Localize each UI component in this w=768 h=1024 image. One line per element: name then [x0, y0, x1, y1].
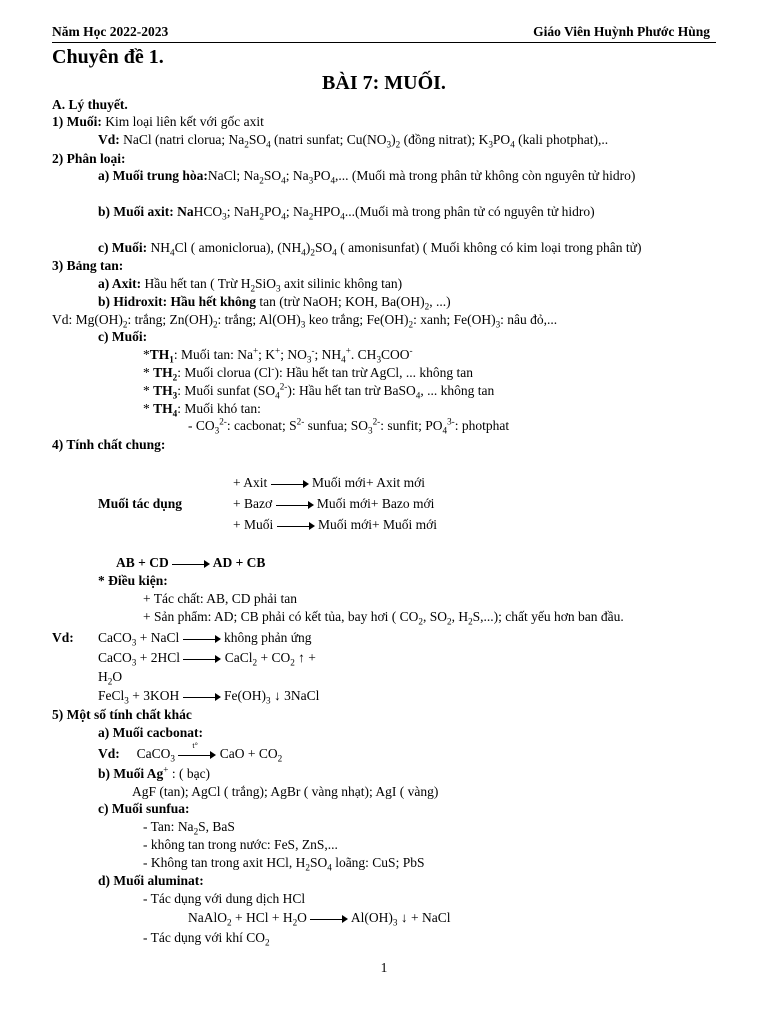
s5b-line: b) Muối Ag+ : ( bạc): [98, 764, 211, 781]
s5b-label: b) Muối Ag: [98, 766, 164, 781]
s3a-line: a) Axit: Hầu hết tan ( Trừ $H_2SiO_3$ axit silinic không tan): [98, 276, 403, 294]
reaction-base: [233, 496, 434, 512]
r1-left: + Axit: [233, 475, 268, 490]
s2a-line: a) Muối trung hòa:NaCl; $Na_2SO_4$; $Na_3PO_4$,... (Muối mà trong phân tử không còn nguyên tử hidro): [98, 168, 636, 186]
example-2-cont: $H_2O$: [98, 669, 123, 687]
s5b-text: AgF (tan); AgCl ( trắng); AgBr ( vàng nhạt); AgI ( vàng): [132, 784, 439, 799]
th3-end: , ... không tan: [420, 383, 495, 398]
dk2: + Sản phẩm: AD; CB phải có kết tủa, bay hơi ( $CO_2$, $SO_2$, $H_2S$,...); chất yếu hơn ban đầu.: [143, 609, 624, 627]
s5a-vd: Vd:: [98, 746, 120, 761]
s3-vd: Vd:: [52, 312, 73, 327]
r2-left: + Bazơ: [233, 496, 273, 511]
s2-label: 2) Phân loại:: [52, 151, 126, 166]
t0-label: t°: [192, 740, 198, 750]
th4-list-a: cacbonat; S: [234, 418, 297, 433]
th2-tail: : Hầu hết tan trừ AgCl, ... không tan: [278, 365, 473, 380]
s5d-2: - Tác dụng với khí $CO_2$: [143, 930, 270, 948]
th3-text: : Muối sunfat: [177, 383, 250, 398]
th3-tail: : Hầu hết tan trừ BaSO: [291, 383, 416, 398]
aluminate-equation: NaAlO$_2$ + HCl + $H_2O$ $Al(OH)_3$ ↓ + NaCl: [188, 910, 451, 928]
arrow-icon: [276, 500, 314, 510]
s1-vd: Vd:: [98, 132, 120, 147]
s3b-label: b) Hidroxit:: [98, 294, 168, 309]
section-a: A. Lý thuyết.: [52, 97, 128, 112]
s3a-label: a) Axit:: [98, 276, 142, 291]
s2b-note: (Muối mà trong phân tử có nguyên tử hidro): [355, 204, 595, 219]
s3c-label: c) Muối:: [98, 329, 148, 344]
c3-tail: loãng: CuS; PbS: [335, 855, 425, 870]
heat-arrow-icon: [178, 740, 216, 760]
s1-example: Vd: NaCl (natri clorua; $Na_2SO_4$ (natri sunfat; $Cu(NO_3)_2$ (đồng nitrat); $K_3PO_4$ (kali photphat),..: [98, 132, 609, 150]
s2c-label: c) Muối:: [98, 240, 148, 255]
dk2-a: + Sản phẩm: AD; CB phải có kết tủa, bay hơi (: [143, 609, 397, 624]
th4-list: - $CO_3^{2-}$: cacbonat; $S^{2-}$ sunfua; $SO_3^{2-}$: sunfit; $PO_4^{3-}$: photphat: [188, 416, 510, 436]
example-1: CaCO$_3$ + NaCl không phản ứng: [98, 630, 312, 648]
arrow-icon: [310, 914, 348, 924]
th4-list-c: : sunfit; PO: [380, 418, 443, 433]
s1-line: [52, 114, 264, 130]
general-equation: [116, 555, 265, 571]
s3a-text2: axit silinic không tan): [284, 276, 403, 291]
s5c-2: - không tan trong nước: FeS, ZnS,...: [143, 837, 338, 852]
s5d-1: - Tác dụng với dung dịch HCl: [143, 891, 306, 906]
c1: - Tan:: [143, 819, 175, 834]
s2b-line: b) Muối axit: NaHCO$_3$; $NaH_2PO_4$; $Na_2HPO_4...(Muối$ mà trong phân tử có nguyên tử hidro): [98, 204, 595, 222]
eq-left: AB + CD: [116, 555, 169, 570]
s2c-line: c) Muối: $NH_4Cl$ ( amoniclorua), $(NH_4)_2SO_4$ ( amonisunfat) ( Muối không có kim loại trong phân tử): [98, 240, 642, 258]
reaction-salt: [233, 517, 437, 533]
header-teacher: Giáo Viên Huỳnh Phước Hùng: [533, 24, 710, 39]
s5a-label: a) Muối cacbonat:: [98, 725, 203, 740]
s3-vd-line: Vd: $Mg(OH)_2$: trắng; $Zn(OH)_2$: trắng; $Al(OH)_3$ keo trắng; $Fe(OH)_2$: xanh; $Fe(OH)_3$: nâu đỏ,...: [52, 312, 558, 330]
header-year: Năm Học 2022-2023: [52, 24, 169, 39]
dieu-kien: * Điều kiện:: [98, 573, 168, 588]
s1-label: 1) Muối:: [52, 114, 102, 129]
s3-label: 3) Bảng tan:: [52, 258, 124, 273]
s5a-example: Vd: CaCO$_3$ t° CaO + $CO_2$: [98, 740, 283, 764]
th1-line: $*TH_1$: Muối tan: Na+; K+; $NO_3^-$; $NH_4^+$. $CH_3COO^-$: [143, 345, 413, 365]
s5c-1: - Tan: $Na_2S$, BaS: [143, 819, 235, 837]
s3b-bold: Hầu hết không: [170, 294, 257, 309]
header-rule: [52, 42, 716, 43]
arrow-icon: [277, 521, 315, 531]
s5b-tail: : ( bạc): [168, 766, 211, 781]
th2-line: * $TH_2$: Muối clorua (Cl-): Hầu hết tan trừ AgCl, ... không tan: [143, 363, 473, 383]
s2b-label: b) Muối axit:: [98, 204, 174, 219]
th4-list-b: sunfua; SO: [307, 418, 368, 433]
arrow-icon: [271, 479, 309, 489]
s3b-line: b) Hidroxit: Hầu hết không tan (trừ NaOH; KOH, $Ba(OH)_2$, ...): [98, 294, 451, 312]
r1-right: Muối mới+ Axit mới: [312, 475, 426, 490]
arrow-icon: [183, 634, 221, 644]
s5d-label: d) Muối aluminat:: [98, 873, 204, 888]
reaction-acid: [233, 475, 425, 491]
s5-label: 5) Một số tính chất khác: [52, 707, 192, 722]
s2a-note: (Muối mà trong phân tử không còn nguyên tử hidro): [351, 168, 636, 183]
topic-heading: Chuyên đề 1.: [52, 46, 164, 68]
s4-label: 4) Tính chất chung:: [52, 437, 166, 452]
s2c-note: ( Muối không có kim loại trong phân tử): [422, 240, 642, 255]
s1-def: Kim loại liên kết với gốc axit: [101, 114, 264, 129]
s3b-text: tan (trừ NaOH; KOH,: [259, 294, 378, 309]
example-2: CaCO$_3$ + 2HCl CaCl$_2$ + $CO_2$ ↑ +: [98, 650, 316, 668]
r2-right: Muối mới+ Bazo mới: [316, 496, 435, 511]
arrow-icon: [172, 559, 210, 569]
r3-right: Muối mới+ Muối mới: [318, 517, 438, 532]
c3: - Không tan trong axit HCl,: [143, 855, 293, 870]
d2: - Tác dụng với khí: [143, 930, 243, 945]
ex1-right: không phản ứng: [223, 630, 312, 645]
muoi-tac-dung: Muối tác dụng: [98, 496, 183, 511]
dk2-b: ); chất yếu hơn ban đầu.: [493, 609, 624, 624]
th2-text: : Muối clorua: [177, 365, 251, 380]
arrow-icon: [183, 654, 221, 664]
example-3: FeCl$_3$ + 3KOH $Fe(OH)_3$ ↓ 3NaCl: [98, 688, 320, 706]
th4-line: * $TH_4$: Muối khó tan:: [143, 401, 261, 419]
th4-list-d: : photphat: [454, 418, 510, 433]
dk1: + Tác chất: AB, CD phải tan: [143, 591, 297, 606]
th1-text: : Muối tan:: [173, 347, 234, 362]
arrow-icon: [183, 692, 221, 702]
r3-left: + Muối: [233, 517, 274, 532]
eq-right: AD + CB: [212, 555, 266, 570]
s3a-text: Hầu hết tan ( Trừ: [144, 276, 238, 291]
th4-text: : Muối khó tan:: [177, 401, 261, 416]
s5c-label: c) Muối sunfua:: [98, 801, 190, 816]
th3-line: * $TH_3$: Muối sunfat $(SO_4^{2-})$: Hầu hết tan trừ BaSO$_4$, ... không tan: [143, 381, 495, 401]
s4-vd: Vd:: [52, 630, 74, 645]
page-number: 1: [380, 960, 388, 975]
page-title: BÀI 7: MUỐI.: [322, 72, 446, 94]
s2a-label: a) Muối trung hòa:: [98, 168, 208, 183]
s5c-3: - Không tan trong axit HCl, $H_2SO_4$ loãng: CuS; PbS: [143, 855, 425, 873]
